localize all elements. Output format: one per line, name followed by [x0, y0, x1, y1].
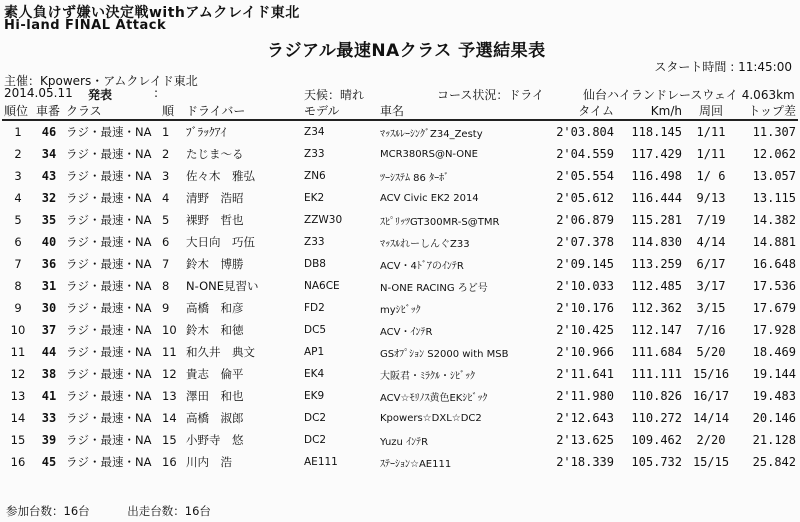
- cell-lap: 16/17: [692, 389, 730, 403]
- cell-gap: 13.115: [752, 191, 796, 205]
- cell-pos: 5: [14, 213, 22, 227]
- footer-summary: [6, 503, 245, 519]
- cell-num: 30: [41, 301, 57, 315]
- cell-order: 2: [162, 147, 170, 161]
- cell-pos: 3: [14, 169, 22, 183]
- cell-gap: 16.648: [752, 257, 796, 271]
- cell-model: Z33: [304, 236, 325, 248]
- cell-car: ACV・4ﾄﾞｱのｲﾝﾃR: [380, 260, 464, 272]
- cell-pos: 4: [14, 191, 22, 205]
- cell-class: ラジ・最速・NA: [66, 389, 152, 403]
- cell-time: 2'05.612: [556, 191, 614, 205]
- cell-pos: 2: [14, 147, 22, 161]
- table-row: [2, 407, 798, 429]
- cell-order: 7: [162, 257, 170, 271]
- cell-class: ラジ・最速・NA: [66, 411, 152, 425]
- event-title: 素人負けず嫌い決定戦withアムクレイド東北: [4, 5, 300, 21]
- cell-car: Yuzu ｲﾝﾃR: [380, 436, 429, 448]
- cell-driver: ﾌﾞﾗｯｸｱｲ: [186, 125, 227, 139]
- cell-num: 31: [41, 279, 57, 293]
- cell-kmh: 112.485: [631, 279, 682, 293]
- table-header: [2, 102, 798, 120]
- cell-order: 16: [162, 455, 177, 469]
- table-row: [2, 341, 798, 363]
- cell-lap: 15/16: [692, 367, 730, 381]
- cell-gap: 17.536: [752, 279, 796, 293]
- table-row: [2, 297, 798, 319]
- col-class: クラス: [64, 102, 160, 120]
- cell-lap: 7/16: [696, 323, 726, 337]
- cell-kmh: 110.272: [631, 411, 682, 425]
- cell-gap: 14.382: [752, 213, 796, 227]
- cell-class: ラジ・最速・NA: [66, 433, 152, 447]
- cell-class: ラジ・最速・NA: [66, 323, 152, 337]
- course-condition: コース状況：ドライ: [437, 88, 545, 102]
- cell-num: 43: [41, 169, 57, 183]
- col-time: タイム: [544, 102, 616, 120]
- cell-lap: 4/14: [696, 235, 726, 249]
- cell-num: 46: [41, 125, 57, 139]
- weather: 天候：晴れ: [304, 88, 365, 102]
- cell-pos: 11: [10, 345, 26, 359]
- cell-class: ラジ・最速・NA: [66, 169, 152, 183]
- cell-pos: 13: [10, 389, 26, 403]
- col-lap: 周回: [684, 102, 738, 120]
- col-driver: ドライバー: [184, 102, 302, 120]
- table-row: [2, 429, 798, 451]
- cell-pos: 12: [10, 367, 26, 381]
- cell-kmh: 112.362: [631, 301, 682, 315]
- cell-class: ラジ・最速・NA: [66, 279, 152, 293]
- cell-gap: 25.842: [752, 455, 796, 469]
- cell-kmh: 116.444: [631, 191, 682, 205]
- cell-model: AE111: [304, 456, 338, 468]
- cell-kmh: 114.830: [631, 235, 682, 249]
- cell-driver: 裸野 哲也: [186, 213, 244, 227]
- cell-car: MCR380RS@N-ONE: [380, 148, 478, 160]
- cell-class: ラジ・最速・NA: [66, 213, 152, 227]
- cell-order: 12: [162, 367, 177, 381]
- date: 2014.05.11: [4, 86, 73, 100]
- cell-class: ラジ・最速・NA: [66, 257, 152, 271]
- start-time: スタート時間 : 11:45:00: [654, 60, 792, 74]
- col-gap: トップ差: [738, 102, 798, 120]
- cell-car: ACV・ｲﾝﾃR: [380, 326, 433, 338]
- table-row: [2, 120, 798, 143]
- cell-order: 14: [162, 411, 177, 425]
- cell-driver: 川内 浩: [186, 455, 232, 469]
- cell-order: 8: [162, 279, 170, 293]
- col-kmh: Km/h: [616, 102, 684, 120]
- page-title: ラジアル最速NAクラス 予選結果表: [267, 41, 546, 61]
- cell-driver: 高橋 和彦: [186, 301, 244, 315]
- cell-num: 40: [41, 235, 57, 249]
- cell-time: 2'10.033: [556, 279, 614, 293]
- cell-car: GSｵﾌﾟｼｮﾝ S2000 with MSB: [380, 348, 509, 360]
- cell-car: ｽﾋﾟﾘｯﾂGT300MR-S@TMR: [380, 216, 500, 228]
- cell-car: ﾏｯｽﾙﾚｰｼﾝｸﾞZ34_Zesty: [380, 128, 483, 140]
- cell-model: AP1: [304, 346, 325, 358]
- cell-driver: 清野 浩昭: [186, 191, 244, 205]
- cell-model: DB8: [304, 258, 326, 270]
- cell-kmh: 118.145: [631, 125, 682, 139]
- cell-order: 10: [162, 323, 177, 337]
- table-row: [2, 209, 798, 231]
- cell-time: 2'10.425: [556, 323, 614, 337]
- cell-pos: 15: [10, 433, 26, 447]
- cell-car: ACV☆ﾓﾘﾉｽ黄色EKｼﾋﾞｯｸ: [380, 392, 488, 404]
- table-row: [2, 187, 798, 209]
- cell-model: NA6CE: [304, 280, 340, 292]
- cell-driver: 和久井 典文: [186, 345, 255, 359]
- cell-driver: 佐々木 雅弘: [186, 169, 255, 183]
- cell-model: ZZW30: [304, 214, 343, 226]
- cell-time: 2'11.980: [556, 389, 614, 403]
- cell-pos: 10: [10, 323, 26, 337]
- info-row: [4, 86, 796, 100]
- cell-num: 34: [41, 147, 57, 161]
- cell-lap: 14/14: [692, 411, 730, 425]
- cell-car: ACV Civic EK2 2014: [380, 192, 479, 204]
- results-table: [2, 102, 798, 473]
- cell-time: 2'09.145: [556, 257, 614, 271]
- cell-gap: 18.469: [752, 345, 796, 359]
- cell-driver: 鈴木 和徳: [186, 323, 244, 337]
- cell-num: 32: [41, 191, 57, 205]
- cell-lap: 3/15: [696, 301, 726, 315]
- cell-kmh: 113.259: [631, 257, 682, 271]
- cell-time: 2'11.641: [556, 367, 614, 381]
- cell-time: 2'18.339: [556, 455, 614, 469]
- cell-order: 9: [162, 301, 170, 315]
- cell-lap: 1/11: [696, 125, 726, 139]
- col-num: 車番: [34, 102, 64, 120]
- venue: 仙台ハイランドレースウェイ 4.063km: [583, 88, 795, 102]
- cell-kmh: 112.147: [631, 323, 682, 337]
- cell-model: EK9: [304, 390, 325, 402]
- cell-class: ラジ・最速・NA: [66, 301, 152, 315]
- cell-model: Z33: [304, 148, 325, 160]
- table-row: [2, 385, 798, 407]
- cell-driver: 貴志 倫平: [186, 367, 244, 381]
- cell-gap: 19.483: [752, 389, 796, 403]
- cell-driver: N-ONE見習い: [186, 279, 259, 293]
- cell-pos: 1: [14, 125, 22, 139]
- cell-car: N-ONE RACING ろど号: [380, 282, 488, 294]
- cell-kmh: 111.111: [631, 367, 682, 381]
- cell-class: ラジ・最速・NA: [66, 125, 152, 139]
- cell-order: 6: [162, 235, 170, 249]
- cell-model: FD2: [304, 302, 325, 314]
- entries-count: 参加台数：16台: [6, 504, 90, 518]
- announce-colon: :: [154, 86, 159, 100]
- cell-pos: 8: [14, 279, 22, 293]
- cell-num: 37: [41, 323, 57, 337]
- table-row: [2, 253, 798, 275]
- cell-num: 45: [41, 455, 57, 469]
- cell-lap: 9/13: [696, 191, 726, 205]
- col-pos: 順位: [2, 102, 34, 120]
- cell-lap: 3/17: [696, 279, 726, 293]
- cell-kmh: 105.732: [631, 455, 682, 469]
- cell-num: 44: [41, 345, 57, 359]
- cell-order: 11: [162, 345, 177, 359]
- cell-model: DC2: [304, 434, 327, 446]
- cell-order: 4: [162, 191, 170, 205]
- cell-model: EK4: [304, 368, 325, 380]
- cell-time: 2'10.966: [556, 345, 614, 359]
- cell-lap: 2/20: [696, 433, 726, 447]
- col-model: モデル: [302, 102, 378, 120]
- cell-lap: 1/ 6: [696, 169, 726, 183]
- cell-num: 38: [41, 367, 57, 381]
- cell-model: DC2: [304, 412, 327, 424]
- cell-car: ｽﾃｰｼｮﾝ☆AE111: [380, 458, 452, 470]
- cell-time: 2'04.559: [556, 147, 614, 161]
- cell-model: DC5: [304, 324, 327, 336]
- organizer: 主催：Kpowers・アムクレイド東北: [4, 74, 198, 88]
- cell-lap: 5/20: [696, 345, 726, 359]
- cell-num: 35: [41, 213, 57, 227]
- col-order: 順: [160, 102, 184, 120]
- cell-num: 39: [41, 433, 57, 447]
- cell-order: 5: [162, 213, 170, 227]
- cell-gap: 11.307: [752, 125, 796, 139]
- cell-car: ﾂｰｼｽﾃﾑ 86 ﾀｰﾎﾞ: [380, 172, 450, 184]
- cell-kmh: 109.462: [631, 433, 682, 447]
- cell-num: 36: [41, 257, 57, 271]
- starters-count: 出走台数：16台: [127, 504, 211, 518]
- cell-order: 3: [162, 169, 170, 183]
- cell-class: ラジ・最速・NA: [66, 191, 152, 205]
- cell-gap: 13.057: [752, 169, 796, 183]
- cell-driver: たじま～る: [186, 147, 244, 161]
- cell-pos: 16: [10, 455, 26, 469]
- cell-order: 15: [162, 433, 177, 447]
- cell-car: ﾏｯｽﾙれーしんぐZ33: [380, 238, 470, 250]
- cell-car: Kpowers☆DXL☆DC2: [380, 412, 482, 424]
- cell-time: 2'06.879: [556, 213, 614, 227]
- table-row: [2, 143, 798, 165]
- cell-gap: 17.679: [752, 301, 796, 315]
- cell-order: 13: [162, 389, 177, 403]
- cell-model: Z34: [304, 126, 325, 138]
- table-row: [2, 451, 798, 473]
- cell-model: EK2: [304, 192, 325, 204]
- cell-model: ZN6: [304, 170, 326, 182]
- cell-kmh: 110.826: [631, 389, 682, 403]
- cell-driver: 小野寺 悠: [186, 433, 244, 447]
- cell-gap: 19.144: [752, 367, 796, 381]
- cell-car: 大阪君・ﾐﾗｸﾙ・ｼﾋﾞｯｸ: [380, 370, 475, 382]
- cell-class: ラジ・最速・NA: [66, 455, 152, 469]
- announce-label: 発表: [88, 88, 113, 102]
- cell-gap: 21.128: [752, 433, 796, 447]
- cell-time: 2'07.378: [556, 235, 614, 249]
- table-row: [2, 231, 798, 253]
- cell-kmh: 111.684: [631, 345, 682, 359]
- cell-time: 2'12.643: [556, 411, 614, 425]
- table-row: [2, 363, 798, 385]
- cell-num: 33: [41, 411, 57, 425]
- cell-gap: 20.146: [752, 411, 796, 425]
- cell-gap: 14.881: [752, 235, 796, 249]
- cell-pos: 14: [10, 411, 26, 425]
- table-row: [2, 275, 798, 297]
- cell-class: ラジ・最速・NA: [66, 147, 152, 161]
- cell-class: ラジ・最速・NA: [66, 345, 152, 359]
- cell-num: 41: [41, 389, 57, 403]
- table-row: [2, 165, 798, 187]
- cell-time: 2'05.554: [556, 169, 614, 183]
- cell-kmh: 117.429: [631, 147, 682, 161]
- cell-kmh: 116.498: [631, 169, 682, 183]
- cell-gap: 12.062: [752, 147, 796, 161]
- cell-lap: 1/11: [696, 147, 726, 161]
- cell-lap: 6/17: [696, 257, 726, 271]
- cell-gap: 17.928: [752, 323, 796, 337]
- cell-pos: 9: [14, 301, 22, 315]
- cell-driver: 澤田 和也: [186, 389, 244, 403]
- cell-lap: 7/19: [696, 213, 726, 227]
- cell-driver: 鈴木 博勝: [186, 257, 244, 271]
- cell-pos: 7: [14, 257, 22, 271]
- cell-lap: 15/15: [692, 455, 730, 469]
- cell-order: 1: [162, 125, 170, 139]
- cell-driver: 大日向 巧伍: [186, 235, 255, 249]
- cell-time: 2'13.625: [556, 433, 614, 447]
- cell-time: 2'10.176: [556, 301, 614, 315]
- cell-class: ラジ・最速・NA: [66, 367, 152, 381]
- cell-pos: 6: [14, 235, 22, 249]
- cell-class: ラジ・最速・NA: [66, 235, 152, 249]
- cell-car: myｼﾋﾞｯｸ: [380, 304, 421, 316]
- cell-kmh: 115.281: [631, 213, 682, 227]
- cell-time: 2'03.804: [556, 125, 614, 139]
- table-row: [2, 319, 798, 341]
- event-subtitle: Hi-land FINAL Attack: [4, 18, 167, 33]
- col-car: 車名: [378, 102, 544, 120]
- cell-driver: 高橋 淑郎: [186, 411, 244, 425]
